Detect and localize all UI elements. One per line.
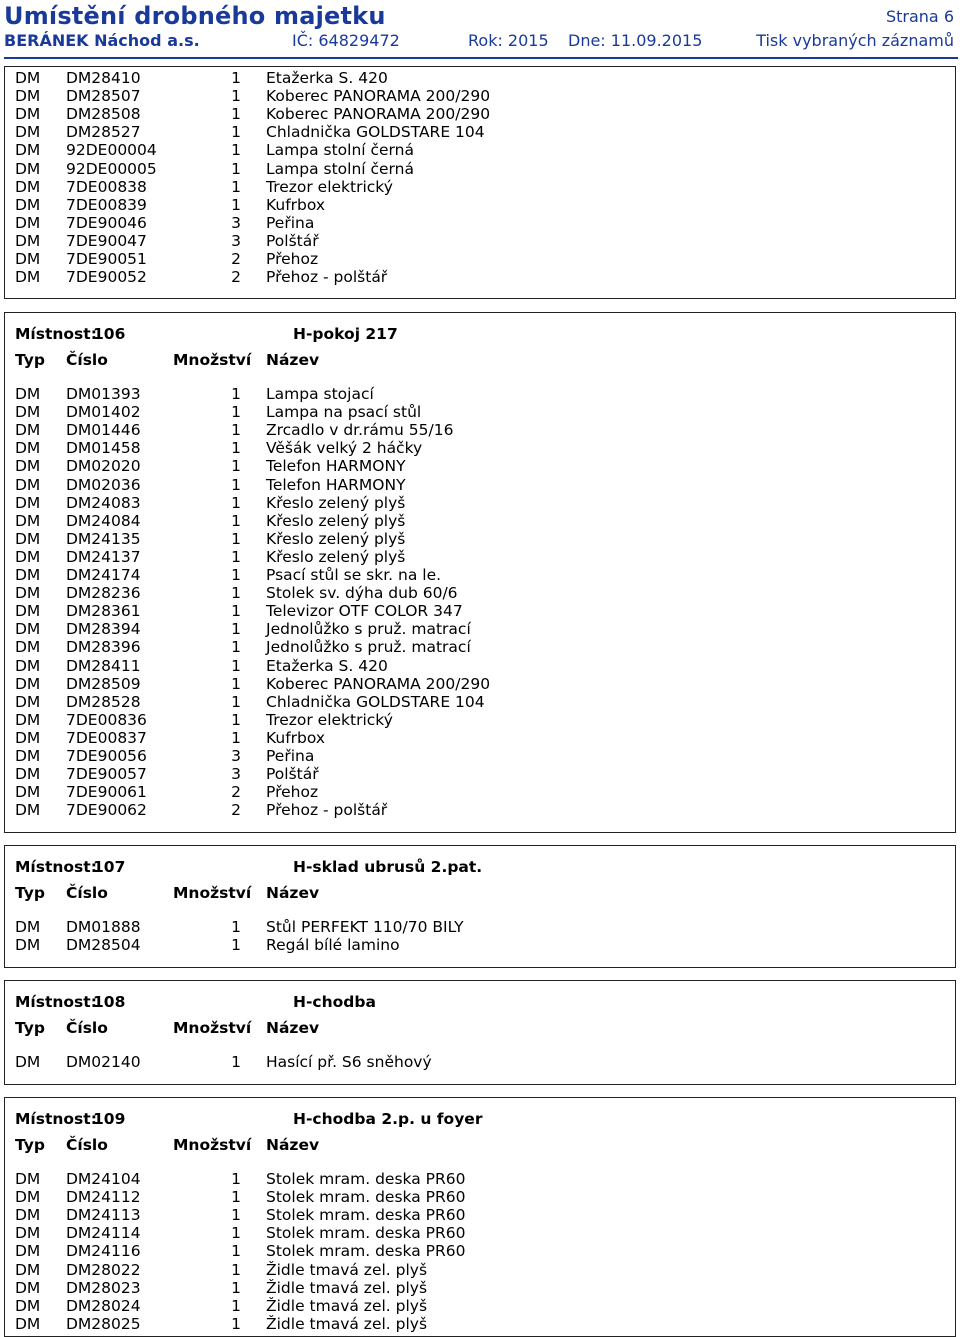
- cell-nazev: Lampa stolní černá: [266, 159, 414, 178]
- table-row: [5, 1224, 955, 1242]
- cell-typ: DM: [15, 250, 41, 268]
- table-row: [5, 936, 955, 954]
- cell-nazev: Jednolůžko s pruž. matrací: [266, 638, 471, 657]
- cell-cislo: 7DE90047: [66, 231, 147, 250]
- room-heading: [15, 857, 915, 877]
- table-row: [5, 105, 955, 123]
- cell-typ: DM: [15, 620, 41, 639]
- cell-mnozstvi: 1: [231, 439, 241, 458]
- cell-cislo: 7DE90061: [66, 783, 147, 802]
- table-row: [5, 1315, 955, 1333]
- cell-mnozstvi: 1: [231, 584, 241, 603]
- cell-mnozstvi: 1: [231, 195, 241, 214]
- cell-typ: DM: [15, 1242, 41, 1261]
- table-row: [5, 801, 955, 819]
- cell-typ: DM: [15, 141, 41, 160]
- cell-nazev: Stolek mram. deska PR60: [266, 1170, 466, 1188]
- cell-typ: DM: [15, 1260, 41, 1279]
- cell-nazev: Přehoz - polštář: [266, 801, 388, 820]
- cell-typ: DM: [15, 475, 41, 494]
- cell-nazev: Hasící př. S6 sněhový: [266, 1053, 432, 1071]
- column-headers: [5, 883, 955, 903]
- cell-typ: DM: [15, 1224, 41, 1243]
- cell-nazev: Trezor elektrický: [266, 177, 393, 196]
- cell-mnozstvi: 1: [231, 602, 241, 621]
- cell-nazev: Židle tmavá zel. plyš: [266, 1314, 428, 1333]
- cell-mnozstvi: 1: [231, 123, 241, 142]
- cell-mnozstvi: 1: [231, 638, 241, 657]
- table-row: [5, 214, 955, 232]
- col-typ: Typ: [15, 884, 45, 902]
- cell-mnozstvi: 1: [231, 177, 241, 196]
- col-cislo: Číslo: [66, 351, 108, 369]
- cell-cislo: DM24116: [66, 1242, 141, 1261]
- room-number: 107: [93, 858, 126, 876]
- cell-cislo: DM01393: [66, 385, 141, 403]
- col-nazev: Název: [266, 1019, 320, 1037]
- room-section: [4, 312, 956, 833]
- header-divider: [4, 57, 958, 59]
- cell-cislo: DM01402: [66, 403, 141, 422]
- cell-mnozstvi: 1: [231, 69, 241, 87]
- room-name: H-pokoj 217: [293, 325, 398, 343]
- cell-cislo: DM28394: [66, 620, 141, 639]
- table-row: [5, 657, 955, 675]
- table-row: [5, 548, 955, 566]
- cell-typ: DM: [15, 728, 41, 747]
- cell-cislo: 7DE90052: [66, 268, 147, 287]
- room-name: H-chodba 2.p. u foyer: [293, 1110, 483, 1128]
- cell-cislo: DM02020: [66, 457, 141, 476]
- cell-nazev: Křeslo zelený plyš: [266, 511, 406, 530]
- col-typ: Typ: [15, 1136, 45, 1154]
- cell-mnozstvi: 1: [231, 141, 241, 160]
- cell-mnozstvi: 1: [231, 547, 241, 566]
- cell-nazev: Trezor elektrický: [266, 710, 393, 729]
- cell-cislo: DM28361: [66, 602, 141, 621]
- col-nazev: Název: [266, 884, 320, 902]
- table-row: [5, 385, 955, 403]
- table-row: [5, 1297, 955, 1315]
- cell-typ: DM: [15, 403, 41, 422]
- cell-nazev: Přehoz: [266, 783, 319, 802]
- column-headers: [5, 350, 955, 370]
- table-row: [5, 675, 955, 693]
- cell-typ: DM: [15, 511, 41, 530]
- cell-mnozstvi: 1: [231, 1170, 241, 1188]
- cell-cislo: DM24137: [66, 547, 141, 566]
- room-label: Místnost:: [15, 1110, 97, 1128]
- report-header: [4, 0, 958, 66]
- cell-cislo: DM02140: [66, 1053, 141, 1071]
- cell-nazev: Kufrbox: [266, 195, 326, 214]
- cell-mnozstvi: 1: [231, 1314, 241, 1333]
- cell-mnozstvi: 1: [231, 728, 241, 747]
- cell-typ: DM: [15, 602, 41, 621]
- cell-cislo: DM24135: [66, 529, 141, 548]
- cell-cislo: DM28507: [66, 87, 141, 106]
- room-heading: [15, 1109, 915, 1129]
- cell-nazev: Polštář: [266, 231, 319, 250]
- room-label: Místnost:: [15, 858, 97, 876]
- cell-cislo: 7DE00837: [66, 728, 147, 747]
- cell-mnozstvi: 1: [231, 674, 241, 693]
- cell-cislo: DM28509: [66, 674, 141, 693]
- cell-cislo: DM01458: [66, 439, 141, 458]
- cell-typ: DM: [15, 105, 41, 124]
- table-row: [5, 196, 955, 214]
- cell-nazev: Etažerka S. 420: [266, 69, 388, 87]
- table-row: [5, 403, 955, 421]
- table-row: [5, 530, 955, 548]
- cell-nazev: Stolek mram. deska PR60: [266, 1242, 466, 1261]
- cell-typ: DM: [15, 918, 41, 936]
- cell-cislo: 92DE00004: [66, 141, 157, 160]
- cell-typ: DM: [15, 801, 41, 820]
- room-section-continued: [4, 66, 956, 299]
- cell-cislo: 7DE00836: [66, 710, 147, 729]
- cell-typ: DM: [15, 710, 41, 729]
- table-row: [5, 160, 955, 178]
- cell-mnozstvi: 1: [231, 620, 241, 639]
- cell-typ: DM: [15, 1314, 41, 1333]
- cell-typ: DM: [15, 231, 41, 250]
- cell-mnozstvi: 1: [231, 1224, 241, 1243]
- cell-mnozstvi: 3: [231, 747, 241, 765]
- cell-mnozstvi: 1: [231, 457, 241, 476]
- cell-nazev: Regál bílé lamino: [266, 936, 400, 955]
- cell-mnozstvi: 1: [231, 1206, 241, 1225]
- cell-nazev: Polštář: [266, 765, 319, 784]
- table-row: [5, 602, 955, 620]
- cell-typ: DM: [15, 1053, 41, 1071]
- cell-cislo: DM28411: [66, 656, 141, 675]
- cell-typ: DM: [15, 493, 41, 512]
- cell-nazev: Přehoz: [266, 250, 319, 268]
- cell-cislo: 92DE00005: [66, 159, 157, 178]
- cell-cislo: DM28236: [66, 584, 141, 603]
- cell-mnozstvi: 1: [231, 656, 241, 675]
- cell-mnozstvi: 1: [231, 1296, 241, 1315]
- cell-nazev: Jednolůžko s pruž. matrací: [266, 620, 471, 639]
- cell-cislo: DM28410: [66, 69, 141, 87]
- cell-typ: DM: [15, 566, 41, 584]
- cell-mnozstvi: 1: [231, 936, 241, 955]
- col-typ: Typ: [15, 1019, 45, 1037]
- cell-nazev: Koberec PANORAMA 200/290: [266, 87, 491, 106]
- cell-typ: DM: [15, 936, 41, 955]
- table-row: [5, 638, 955, 656]
- company-name: BERÁNEK Náchod a.s.: [4, 31, 200, 50]
- cell-mnozstvi: 1: [231, 1260, 241, 1279]
- cell-typ: DM: [15, 547, 41, 566]
- cell-mnozstvi: 1: [231, 710, 241, 729]
- cell-nazev: Židle tmavá zel. plyš: [266, 1260, 428, 1279]
- cell-typ: DM: [15, 123, 41, 142]
- cell-typ: DM: [15, 439, 41, 458]
- room-section: [4, 980, 956, 1085]
- cell-nazev: Kufrbox: [266, 728, 326, 747]
- table-row: [5, 439, 955, 457]
- table-row: [5, 476, 955, 494]
- cell-typ: DM: [15, 529, 41, 548]
- room-name: H-chodba: [293, 993, 376, 1011]
- cell-typ: DM: [15, 1278, 41, 1297]
- cell-cislo: DM24114: [66, 1224, 141, 1243]
- cell-cislo: DM28508: [66, 105, 141, 124]
- cell-cislo: 7DE90062: [66, 801, 147, 820]
- company-ico: IČ: 64829472: [292, 31, 400, 50]
- cell-cislo: DM28024: [66, 1296, 141, 1315]
- cell-mnozstvi: 1: [231, 1053, 241, 1071]
- cell-nazev: Židle tmavá zel. plyš: [266, 1296, 428, 1315]
- room-name: H-sklad ubrusů 2.pat.: [293, 858, 483, 876]
- col-cislo: Číslo: [66, 1019, 108, 1037]
- cell-typ: DM: [15, 87, 41, 106]
- table-row: [5, 1206, 955, 1224]
- table-row: [5, 141, 955, 159]
- table-row: [5, 69, 955, 87]
- cell-typ: DM: [15, 656, 41, 675]
- cell-mnozstvi: 2: [231, 801, 241, 820]
- cell-cislo: DM24112: [66, 1188, 141, 1207]
- cell-cislo: DM28025: [66, 1314, 141, 1333]
- cell-nazev: Koberec PANORAMA 200/290: [266, 674, 491, 693]
- cell-nazev: Lampa stolní černá: [266, 141, 414, 160]
- cell-mnozstvi: 1: [231, 692, 241, 711]
- room-label: Místnost:: [15, 325, 97, 343]
- cell-mnozstvi: 1: [231, 1242, 241, 1261]
- table-row: [5, 711, 955, 729]
- report-type: Tisk vybraných záznamů: [756, 31, 954, 50]
- report-year: Rok: 2015: [468, 31, 549, 50]
- room-section: [4, 1097, 956, 1337]
- cell-typ: DM: [15, 783, 41, 802]
- cell-cislo: DM28504: [66, 936, 141, 955]
- col-mnozstvi: Množství: [173, 1136, 252, 1154]
- cell-typ: DM: [15, 195, 41, 214]
- cell-mnozstvi: 3: [231, 765, 241, 784]
- report-title: Umístění drobného majetku: [4, 2, 386, 30]
- cell-cislo: DM01888: [66, 918, 141, 936]
- cell-nazev: Koberec PANORAMA 200/290: [266, 105, 491, 124]
- table-row: [5, 783, 955, 801]
- cell-mnozstvi: 3: [231, 231, 241, 250]
- cell-mnozstvi: 1: [231, 493, 241, 512]
- cell-typ: DM: [15, 268, 41, 287]
- cell-nazev: Telefon HARMONY: [266, 457, 406, 476]
- column-headers: [5, 1135, 955, 1155]
- cell-nazev: Peřina: [266, 747, 315, 765]
- cell-nazev: Stolek mram. deska PR60: [266, 1188, 466, 1207]
- cell-nazev: Televizor OTF COLOR 347: [266, 602, 463, 621]
- table-row: [5, 729, 955, 747]
- cell-mnozstvi: 1: [231, 159, 241, 178]
- cell-typ: DM: [15, 1170, 41, 1188]
- cell-cislo: DM24083: [66, 493, 141, 512]
- col-mnozstvi: Množství: [173, 1019, 252, 1037]
- cell-cislo: DM01446: [66, 421, 141, 440]
- cell-cislo: DM24174: [66, 566, 141, 584]
- table-row: [5, 1279, 955, 1297]
- cell-mnozstvi: 1: [231, 511, 241, 530]
- cell-nazev: Telefon HARMONY: [266, 475, 406, 494]
- cell-nazev: Věšák velký 2 háčky: [266, 439, 423, 458]
- room-number: 109: [93, 1110, 126, 1128]
- cell-typ: DM: [15, 457, 41, 476]
- table-row: [5, 1188, 955, 1206]
- cell-mnozstvi: 1: [231, 1278, 241, 1297]
- cell-nazev: Křeslo zelený plyš: [266, 493, 406, 512]
- cell-nazev: Stolek sv. dýha dub 60/6: [266, 584, 458, 603]
- cell-mnozstvi: 1: [231, 566, 241, 584]
- report-date: Dne: 11.09.2015: [568, 31, 703, 50]
- cell-mnozstvi: 3: [231, 213, 241, 232]
- table-row: [5, 918, 955, 936]
- cell-typ: DM: [15, 584, 41, 603]
- cell-typ: DM: [15, 69, 41, 87]
- cell-nazev: Lampa na psací stůl: [266, 403, 422, 422]
- cell-mnozstvi: 1: [231, 87, 241, 106]
- table-row: [5, 268, 955, 286]
- table-row: [5, 494, 955, 512]
- cell-cislo: 7DE90051: [66, 250, 147, 268]
- cell-typ: DM: [15, 213, 41, 232]
- cell-cislo: DM24113: [66, 1206, 141, 1225]
- cell-typ: DM: [15, 385, 41, 403]
- cell-nazev: Křeslo zelený plyš: [266, 529, 406, 548]
- table-row: [5, 421, 955, 439]
- cell-mnozstvi: 1: [231, 475, 241, 494]
- cell-cislo: DM28527: [66, 123, 141, 142]
- cell-nazev: Zrcadlo v dr.rámu 55/16: [266, 421, 454, 440]
- cell-nazev: Přehoz - polštář: [266, 268, 388, 287]
- table-row: [5, 1053, 955, 1071]
- cell-mnozstvi: 2: [231, 268, 241, 287]
- cell-nazev: Lampa stojací: [266, 385, 374, 403]
- col-cislo: Číslo: [66, 1136, 108, 1154]
- table-row: [5, 747, 955, 765]
- col-typ: Typ: [15, 351, 45, 369]
- table-row: [5, 1170, 955, 1188]
- cell-cislo: DM28528: [66, 692, 141, 711]
- cell-cislo: DM28023: [66, 1278, 141, 1297]
- cell-cislo: DM02036: [66, 475, 141, 494]
- col-cislo: Číslo: [66, 884, 108, 902]
- cell-mnozstvi: 1: [231, 403, 241, 422]
- cell-mnozstvi: 1: [231, 1188, 241, 1207]
- cell-cislo: 7DE90046: [66, 213, 147, 232]
- table-row: [5, 123, 955, 141]
- cell-typ: DM: [15, 159, 41, 178]
- cell-mnozstvi: 1: [231, 105, 241, 124]
- col-nazev: Název: [266, 1136, 320, 1154]
- room-heading: [15, 992, 915, 1012]
- col-mnozstvi: Množství: [173, 351, 252, 369]
- cell-typ: DM: [15, 177, 41, 196]
- cell-nazev: Psací stůl se skr. na le.: [266, 566, 442, 584]
- cell-typ: DM: [15, 747, 41, 765]
- cell-cislo: 7DE00839: [66, 195, 147, 214]
- room-section: [4, 845, 956, 968]
- table-row: [5, 232, 955, 250]
- table-row: [5, 620, 955, 638]
- cell-typ: DM: [15, 674, 41, 693]
- column-headers: [5, 1018, 955, 1038]
- cell-mnozstvi: 1: [231, 421, 241, 440]
- cell-nazev: Peřina: [266, 213, 315, 232]
- cell-nazev: Chladnička GOLDSTARE 104: [266, 123, 485, 142]
- cell-typ: DM: [15, 1206, 41, 1225]
- table-row: [5, 178, 955, 196]
- table-row: [5, 512, 955, 530]
- cell-cislo: DM24104: [66, 1170, 141, 1188]
- cell-nazev: Křeslo zelený plyš: [266, 547, 406, 566]
- cell-cislo: 7DE90057: [66, 765, 147, 784]
- cell-typ: DM: [15, 638, 41, 657]
- room-number: 108: [93, 993, 126, 1011]
- table-row: [5, 250, 955, 268]
- room-heading: [15, 324, 915, 344]
- table-row: [5, 566, 955, 584]
- page-number: Strana 6: [885, 7, 954, 26]
- col-nazev: Název: [266, 351, 320, 369]
- table-row: [5, 1242, 955, 1260]
- table-row: [5, 584, 955, 602]
- room-label: Místnost:: [15, 993, 97, 1011]
- cell-mnozstvi: 1: [231, 385, 241, 403]
- cell-typ: DM: [15, 421, 41, 440]
- cell-cislo: 7DE90056: [66, 747, 147, 765]
- cell-nazev: Chladnička GOLDSTARE 104: [266, 692, 485, 711]
- cell-cislo: DM28022: [66, 1260, 141, 1279]
- cell-cislo: DM28396: [66, 638, 141, 657]
- cell-cislo: 7DE00838: [66, 177, 147, 196]
- cell-cislo: DM24084: [66, 511, 141, 530]
- cell-mnozstvi: 1: [231, 529, 241, 548]
- table-row: [5, 1261, 955, 1279]
- cell-typ: DM: [15, 692, 41, 711]
- cell-nazev: Stolek mram. deska PR60: [266, 1224, 466, 1243]
- table-row: [5, 87, 955, 105]
- table-row: [5, 457, 955, 475]
- table-row: [5, 693, 955, 711]
- cell-nazev: Židle tmavá zel. plyš: [266, 1278, 428, 1297]
- cell-typ: DM: [15, 1188, 41, 1207]
- cell-typ: DM: [15, 1296, 41, 1315]
- table-row: [5, 765, 955, 783]
- cell-nazev: Stůl PERFEKT 110/70 BILY: [266, 918, 464, 936]
- room-number: 106: [93, 325, 126, 343]
- cell-mnozstvi: 1: [231, 918, 241, 936]
- col-mnozstvi: Množství: [173, 884, 252, 902]
- cell-mnozstvi: 2: [231, 783, 241, 802]
- cell-mnozstvi: 2: [231, 250, 241, 268]
- cell-nazev: Etažerka S. 420: [266, 656, 388, 675]
- cell-nazev: Stolek mram. deska PR60: [266, 1206, 466, 1225]
- cell-typ: DM: [15, 765, 41, 784]
